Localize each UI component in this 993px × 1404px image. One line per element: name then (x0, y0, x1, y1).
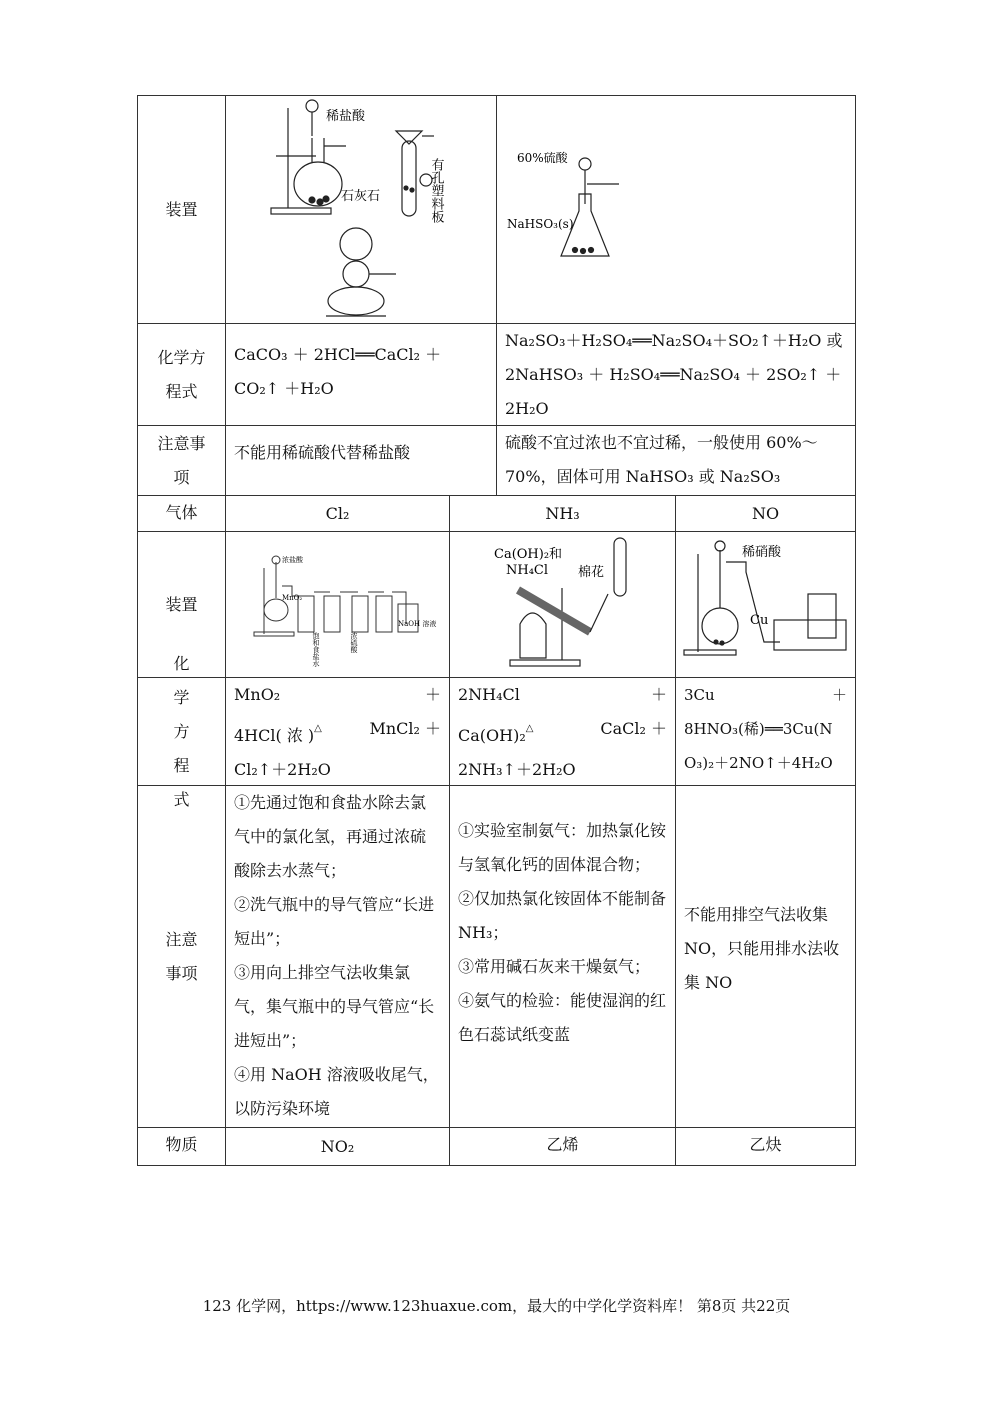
note-item: ④氨气的检验：能使湿润的红色石蕊试纸变蓝 (458, 991, 667, 1044)
row-label-substance: 物质 (165, 1134, 198, 1154)
row-label-equation: 化学方程式 (173, 653, 190, 809)
eq-part: ＋ (831, 686, 847, 704)
apparatus-diagram (497, 96, 855, 323)
note-co2: 不能用稀硫酸代替稀盐酸 (234, 443, 411, 462)
eq-part: 2NH₄Cl (458, 685, 520, 704)
eq-part: 2NH₃↑＋2H₂O (458, 760, 576, 779)
apparatus-diagram (226, 532, 449, 677)
gas-cl2: Cl₂ (325, 504, 350, 523)
label-dilute-hcl: 稀盐酸 (326, 109, 366, 124)
gas-nh3: NH₃ (545, 504, 580, 523)
note-item: ②洗气瓶中的导气管应“长进短出”； (234, 895, 435, 948)
equation-so2 (497, 324, 855, 425)
label-conc-hcl: 浓盐酸 (282, 556, 303, 564)
apparatus-diagram (226, 96, 496, 323)
label-dilute-hno3: 稀硝酸 (742, 545, 782, 560)
table-border (137, 1165, 856, 1166)
substance-no2: NO₂ (320, 1136, 355, 1156)
label-naoh: NaOH 溶液 (398, 620, 437, 628)
label-limestone: 石灰石 (341, 189, 381, 204)
equation-cl2 (226, 678, 449, 785)
figure-cl2-apparatus (226, 532, 449, 677)
eq-part: 3Cu (684, 686, 715, 704)
heat-condition: △ (314, 723, 322, 734)
note-so2: 硫酸不宜过浓也不宜过稀，一般使用 60%～70%，固体可用 NaHSO₃ 或 Na₂SO₃ (505, 433, 818, 486)
table-border (855, 95, 856, 1165)
eq-part: Ca(OH)₂ (458, 726, 526, 745)
figure-nh3-apparatus (450, 532, 675, 677)
apparatus-diagram (676, 532, 855, 677)
notes-nh3 (450, 786, 675, 1127)
equation-no (676, 678, 855, 785)
notes-no: 不能用排空气法收集 NO，只能用排水法收集 NO (684, 905, 840, 992)
substance-ethylene: 乙烯 (546, 1134, 579, 1154)
note-item: ①实验室制氨气：加热氯化铵与氢氧化钙的固体混合物； (458, 821, 667, 874)
eq-part: 4HCl( 浓 ) (234, 726, 315, 745)
figure-hcl-caco3-apparatus (226, 96, 496, 323)
label-mno2: MnO₂ (282, 594, 303, 602)
row-label-apparatus: 装置 (165, 594, 198, 614)
label-reagent-1: Ca(OH)₂和 (494, 547, 563, 562)
equation-line: 2NaHSO₃ ＋ H₂SO₄══Na₂SO₄ ＋ 2SO₂↑ ＋ (505, 365, 842, 384)
label-cu: Cu (750, 613, 769, 628)
note-item: ③用向上排空气法收集氯气，集气瓶中的导气管应“长进短出”； (234, 963, 435, 1050)
eq-part: CaCl₂ ＋ (600, 719, 667, 738)
label-perforated-plate: 有孔塑料板 (428, 158, 444, 223)
note-item: ④用 NaOH 溶液吸收尾气，以防污染环境 (234, 1065, 439, 1118)
eq-part: MnCl₂ ＋ (369, 719, 441, 738)
figure-so2-apparatus (497, 96, 855, 323)
label-brine: 饱和食盐水 (312, 632, 320, 667)
label-cotton: 棉花 (578, 565, 605, 580)
equation-nh3 (450, 678, 675, 785)
equation-line: 2H₂O (505, 399, 549, 418)
note-item: ②仅加热氯化铵固体不能制备 NH₃； (458, 889, 667, 942)
substance-acetylene: 乙炔 (749, 1134, 782, 1154)
label-reagent-2: NH₄Cl (506, 563, 549, 578)
eq-part: O₃)₂＋2NO↑＋4H₂O (684, 754, 833, 772)
label-sulfuric-acid: 60%硫酸 (517, 151, 568, 165)
note-item: ①先通过饱和食盐水除去氯气中的氯化氢，再通过浓硫酸除去水蒸气； (234, 793, 427, 880)
eq-part: MnO₂ (234, 685, 281, 704)
label-conc-h2so4: 浓硫酸 (350, 632, 358, 653)
eq-part: Cl₂↑＋2H₂O (234, 760, 331, 779)
apparatus-diagram (450, 532, 675, 677)
notes-cl2 (226, 786, 449, 1127)
row-label-gas: 气体 (165, 502, 198, 522)
note-item: ③常用碱石灰来干燥氨气； (458, 957, 651, 976)
eq-part: 8HNO₃(稀)══3Cu(N (684, 720, 833, 738)
row-label-notes: 注意事项 (165, 929, 198, 983)
row-label-apparatus: 装置 (165, 199, 198, 219)
label-nahso3: NaHSO₃(s) (507, 217, 574, 231)
row-label-notes: 注意事项 (157, 433, 206, 487)
page-footer: 123 化学网，https://www.123huaxue.com，最大的中学化学资料库！ 第8页 共22页 (202, 1297, 791, 1315)
heat-condition: △ (525, 723, 534, 734)
row-label-equation: 化学方程式 (157, 347, 206, 401)
equation-co2: CaCO₃ ＋ 2HCl══CaCl₂ ＋ CO₂↑ ＋H₂O (234, 345, 442, 398)
equation-line: Na₂SO₃＋H₂SO₄══Na₂SO₄＋SO₂↑＋H₂O 或 (505, 331, 843, 350)
gas-no: NO (751, 504, 780, 523)
eq-part: ＋ (650, 685, 667, 704)
eq-part: ＋ (424, 685, 441, 704)
figure-no-apparatus (676, 532, 855, 677)
